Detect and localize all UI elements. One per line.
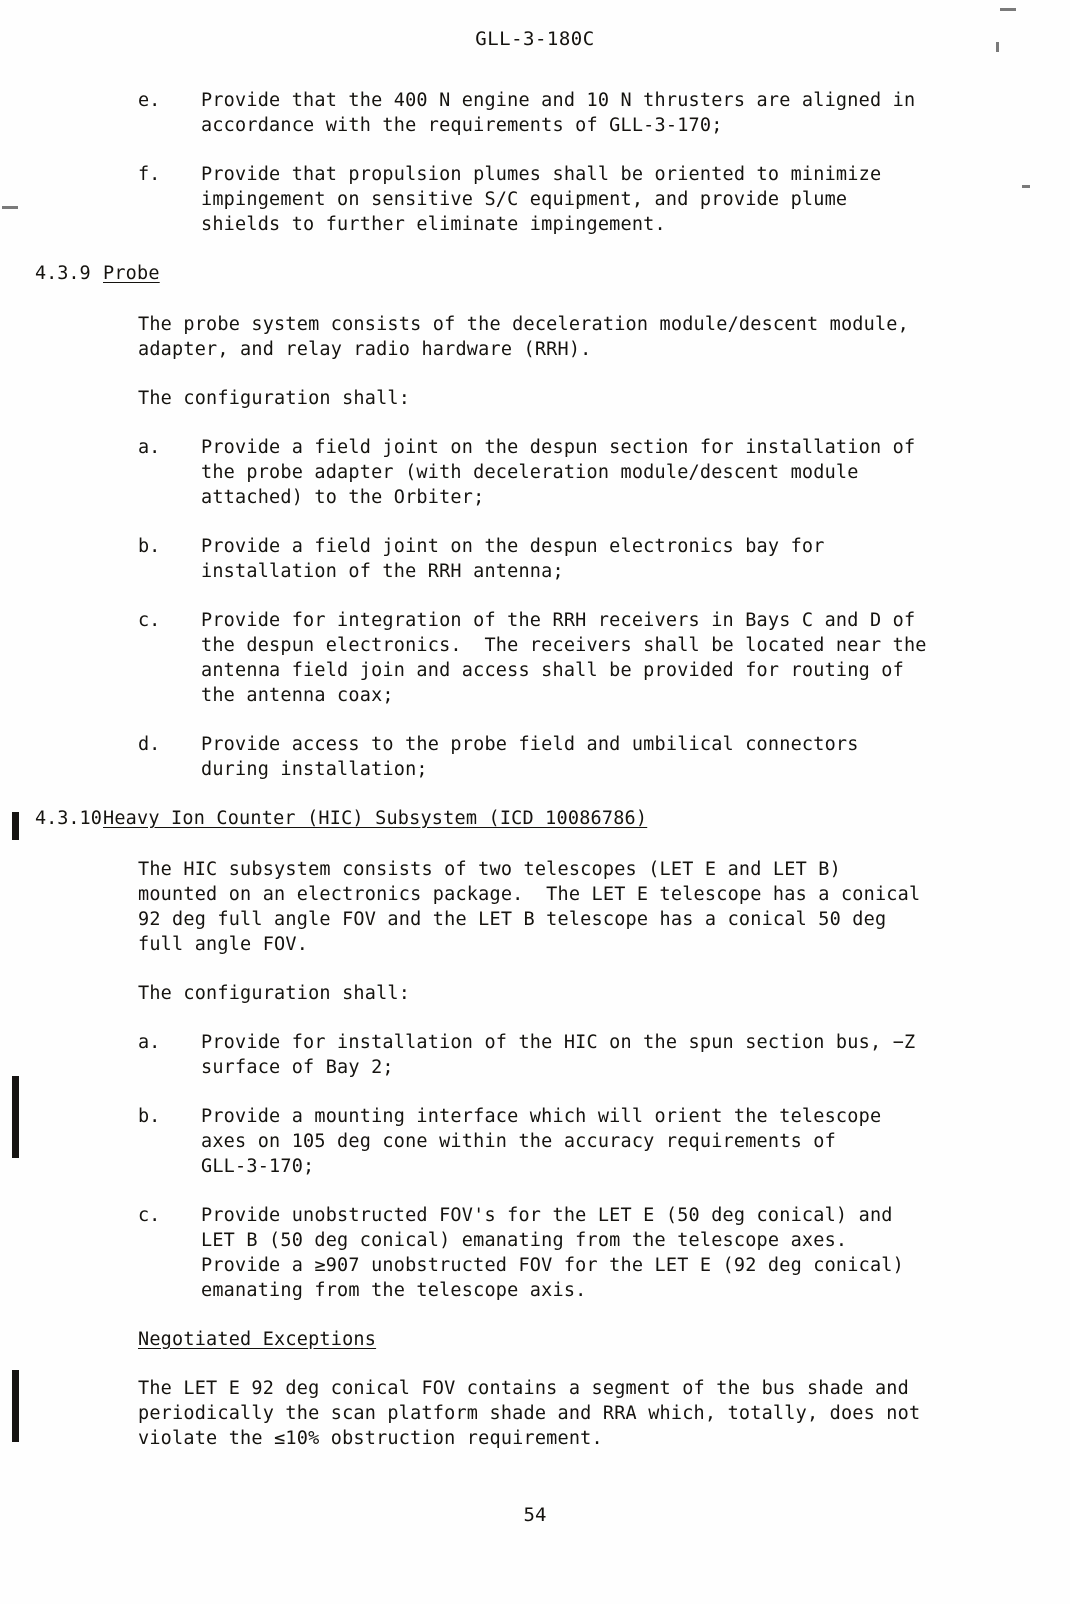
section-title: Heavy Ion Counter (HIC) Subsystem (ICD 10086786) [103,808,648,829]
scan-artifact [996,42,999,52]
list-item-text: Provide for integration of the RRH receivers in Bays C and D of the despun electronics. The receivers shall be located near the antenna field join and access shall be provided for routing of the antenna coax; [201,610,927,706]
list-item [0,162,1070,237]
list-item-marker: b. [138,1106,161,1127]
paragraph: The configuration shall: [138,983,411,1004]
paragraph: The configuration shall: [138,388,411,409]
list-item [0,435,1070,510]
paragraph: The HIC subsystem consists of two telescopes (LET E and LET B) mounted on an electronics package. The LET E telescope has a conical 92 deg full angle FOV and the LET B telescope has a conical 50 deg full angle FOV. [138,859,921,955]
section-number: 4.3.9 [35,263,91,284]
section-title: Probe [103,263,160,284]
section-heading-4-3-9 [0,261,1070,286]
list-item-marker: e. [138,90,161,111]
list-item [0,732,1070,782]
list-item-marker: f. [138,164,161,185]
list-item [0,1030,1070,1080]
paragraph: The LET E 92 deg conical FOV contains a segment of the bus shade and periodically the scan platform shade and RRA which, totally, does not violate the ≤10% obstruction requirement. [138,1378,921,1449]
list-item-text: Provide a mounting interface which will orient the telescope axes on 105 deg cone within the accuracy requirements of GLL-3-170; [201,1106,882,1177]
list-item [0,1203,1070,1303]
list-item-text: Provide unobstructed FOV's for the LET E (50 deg conical) and LET B (50 deg conical) emanating from the telescope axes. Provide a ≥907 unobstructed FOV for the LET E (92 deg conical) emanating from the telescope axis. [201,1205,904,1301]
list-item [0,88,1070,138]
subheading-negotiated-exceptions: Negotiated Exceptions [138,1329,377,1350]
page-number: 54 [523,1504,547,1526]
list-item-marker: a. [138,437,161,458]
list-item-marker: b. [138,536,161,557]
list-item [0,608,1070,708]
list-item-text: Provide for installation of the HIC on the spun section bus, −Z surface of Bay 2; [201,1032,916,1078]
list-item-text: Provide a field joint on the despun electronics bay for installation of the RRH antenna; [201,536,825,582]
list-item-text: Provide a field joint on the despun section for installation of the probe adapter (with deceleration module/descent module attached) to the Orbiter; [201,437,916,508]
document-body [0,88,1070,1451]
section-heading-4-3-10 [0,806,1070,831]
list-item-text: Provide that the 400 N engine and 10 N thrusters are aligned in accordance with the requirements of GLL-3-170; [201,90,916,136]
list-item-text: Provide access to the probe field and umbilical connectors during installation; [201,734,859,780]
list-item [0,1104,1070,1179]
scan-artifact [1000,8,1016,11]
list-item-marker: d. [138,734,161,755]
list-item [0,534,1070,584]
paragraph: The probe system consists of the deceleration module/descent module, adapter, and relay radio hardware (RRH). [138,314,909,360]
list-item-marker: c. [138,610,161,631]
list-item-marker: a. [138,1032,161,1053]
list-item-text: Provide that propulsion plumes shall be oriented to minimize impingement on sensitive S/C equipment, and provide plume shields to further eliminate impingement. [201,164,882,235]
list-item-marker: c. [138,1205,161,1226]
page-header: GLL-3-180C [475,28,595,50]
section-number: 4.3.10 [35,808,102,829]
